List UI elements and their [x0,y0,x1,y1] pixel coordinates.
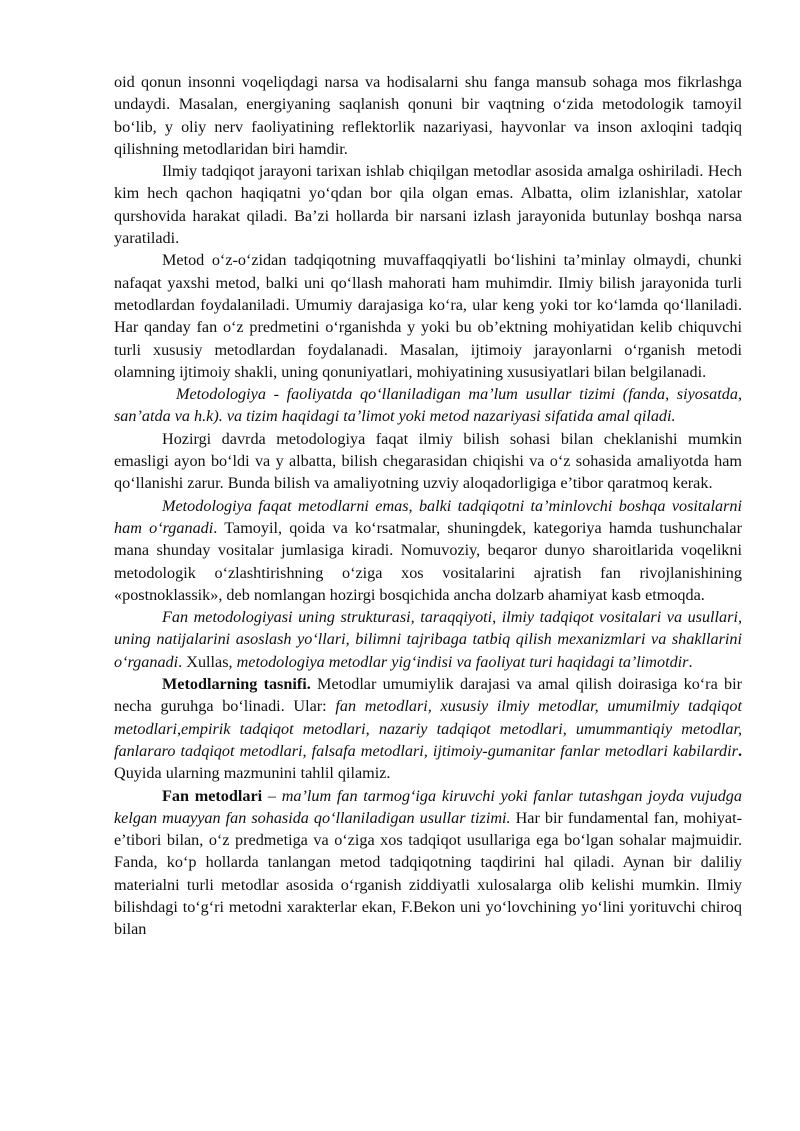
paragraph-6-emphasis: Metodologiya faqat metodlarni emas, balki tadqiqotni ta’minlovchi boshqa vositalarni ham o‘rganadi [114,496,742,537]
paragraph-6 [114,495,742,606]
paragraph-7 [114,606,742,673]
definition-methodology-text: Metodologiya - faoliyatda qo‘llaniladigan ma’lum usullar tizimi (fanda, siyosatda, san’atda va h.k). va tizim haqidagi ta’limot yoki metod nazariyasi sifatida amal qiladi. [114,385,742,426]
paragraph-1 [114,71,742,160]
paragraph-8-end: Quyida ularning mazmunini tahlil qilamiz. [114,764,391,783]
paragraph-7-text: . Xullas, [178,652,237,671]
paragraph-6-text: . Tamoyil, qoida va ko‘rsatmalar, shuningdek, kategoriya hamda tushunchalar mana shunday vositalar jumlasiga kiradi. Nomuvoziy, beqaror dunyo sharoitlarida voqelikni metodologik o‘zlashtirishning o‘ziga xos vositalarini ajratish fan rivojlanishining «postnoklassik», deb nomlangan hozirgi bosqichida ancha dolzarb ahamiyat kasb etmoqda. [114,518,743,604]
paragraph-classification [114,673,742,784]
paragraph-9-text: Har bir fundamental fan, mohiyat-e’tibori bilan, o‘z predmetiga va o‘ziga xos tadqiqot usullariga ega bo‘lgan sohalar majmuidir. Fanda, ko‘p hollarda tanlangan metod tadqiqotning taqdirini hal qiladi. Aynan bir daliliy materialni turli metodlar asosida o‘rganish ziddiyatli xulosalarga olib kelishi mumkin. Ilmiy bilishdagi to‘g‘ri metodni xarakterlar ekan, F.Bekon uni yo‘lovchining yo‘lini yorituvchi chiroq bilan [114,808,742,939]
heading-science-methods: Fan metodlari [162,786,263,805]
heading-classification: Metodlarning tasnifi. [162,675,311,694]
paragraph-9-dash: – [262,786,282,805]
paragraph-5-text: Hozirgi davrda metodologiya faqat ilmiy bilish sohasi bilan cheklanishi mumkin emasligi ayon bo‘ldi va y albatta, bilish chegarasidan chiqishi va o‘z sohasida amaliyotda ham qo‘llanishi zarur. Bunda bilish va amaliyotning uzviy aloqadorligiga e’tibor qaratmoq kerak. [114,429,742,493]
paragraph-2 [114,160,742,249]
paragraph-2-text: Ilmiy tadqiqot jarayoni tarixan ishlab chiqilgan metodlar asosida amalga oshiriladi. Hech kim hech qachon haqiqatni yo‘qdan bor qila olgan emas. Albatta, olim izlanishlar, xatolar qurshovida harakat qiladi. Ba’zi hollarda bir narsani izlash jarayonida butunlay boshqa narsa yaratiladi. [114,162,742,248]
methods-list-period: . [737,741,742,760]
methods-list: fan metodlari, xususiy ilmiy metodlar, umumilmiy tadqiqot metodlari,empirik tadqiqot metodlari, nazariy tadqiqot metodlari, umummantiqiy metodlar, fanlararo tadqiqot metodlari, falsafa metodlari, ijtimoiy-gumanitar fanlar metodlari kabilardir [114,697,742,760]
paragraph-definition-methodology [114,383,742,428]
science-methods-definition: ma’lum fan tarmog‘iga kiruvchi yoki fanlar tutashgan joyda vujudga kelgan muayyan fan sohasida qo‘llaniladigan usullar tizimi. [114,786,742,827]
paragraph-science-methods [114,785,742,941]
paragraph-7-end: . [688,652,693,671]
paragraph-8-text: Metodlar umumiylik darajasi va amal qilish doirasiga ko‘ra bir necha guruhga bo‘linadi. Ular: [114,675,742,716]
paragraph-3-text: Metod o‘z-o‘zidan tadqiqotning muvaffaqqiyatli bo‘lishini ta’minlay olmaydi, chunki nafaqat yaxshi metod, balki uni qo‘llash mahorati ham muhimdir. Ilmiy bilish jarayonida turli metodlardan foydalaniladi. Umumiy darajasiga ko‘ra, ular keng yoki tor ko‘lamda qo‘llaniladi. Har qanday fan o‘z predmetini o‘rganishda y yoki bu ob’ektning mohiyatidan kelib chiquvchi turli xususiy metodlardan foydalanadi. Masalan, ijtimoiy jarayonlarni o‘rganish metodi olamning ijtimoiy shakli, uning qonuniyatlari, mohiyatining xususiyatlari bilan belgilanadi. [114,251,742,381]
document-page [114,71,742,941]
paragraph-5 [114,428,742,495]
paragraph-7-emphasis-2: metodologiya metodlar yig‘indisi va faoliyat turi haqidagi ta’limotdir [236,652,689,671]
paragraph-1-text: oid qonun insonni voqeliqdagi narsa va hodisalarni shu fanga mansub sohaga mos fikrlashga undaydi. Masalan, energiyaning saqlanish qonuni bir vaqtning o‘zida metodologik tamoyil bo‘lib, y oliy nerv faoliyatining reflektorlik nazariyasi, hayvonlar va inson axloqini tadqiq qilishning metodlaridan biri hamdir. [114,73,742,158]
paragraph-7-emphasis: Fan metodologiyasi uning strukturasi, taraqqiyoti, ilmiy tadqiqot vositalari va usullari, uning natijalarini asoslash yo‘llari, bilimni tajribaga tatbiq qilish mexanizmlari va shakllarini o‘rganadi [114,608,742,671]
paragraph-3 [114,249,742,383]
